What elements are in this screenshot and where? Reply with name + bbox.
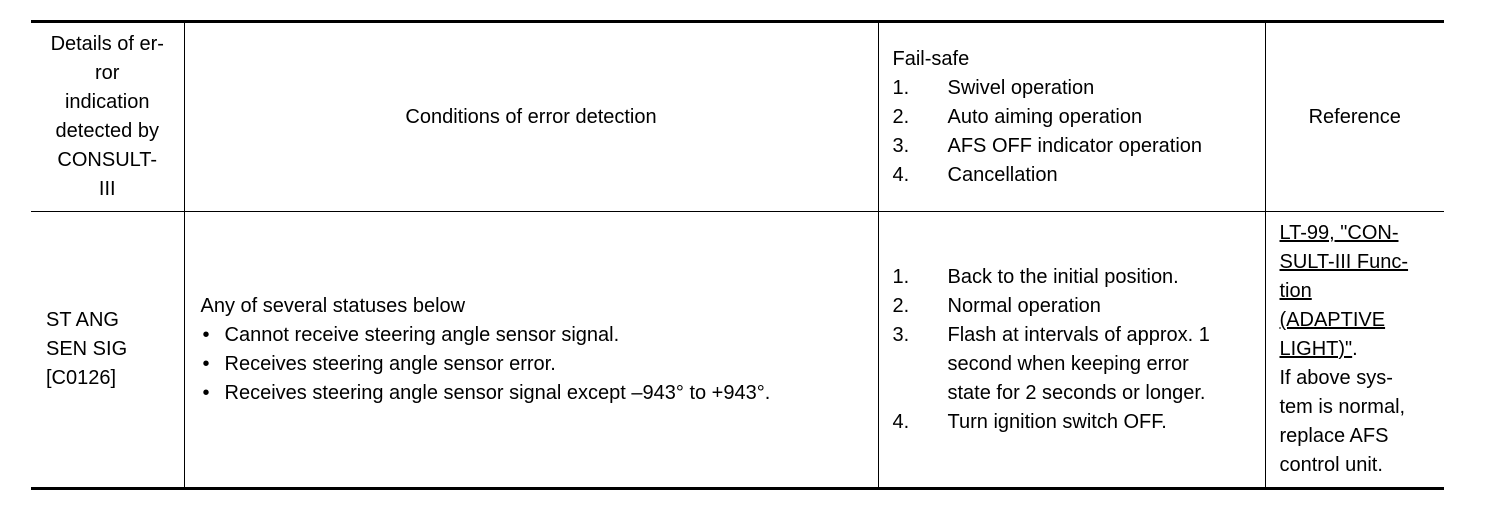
- header-row: [31, 22, 1444, 212]
- header-failsafe-title: Fail-safe: [892, 47, 970, 70]
- reference-period: .: [1352, 338, 1358, 360]
- reference-cell: [1265, 212, 1444, 489]
- header-reference: Reference: [1308, 105, 1401, 128]
- bullet: •: [202, 381, 210, 404]
- list-text: Receives steering angle sensor error.: [224, 352, 556, 375]
- list-item: [893, 161, 1265, 190]
- list-number: 1.: [892, 76, 910, 99]
- error-code: ST ANG SEN SIG [C0126]: [46, 309, 128, 389]
- conditions-intro: Any of several statuses below: [200, 294, 466, 317]
- reference-note: If above sys- tem is normal, replace AFS control unit.: [1279, 367, 1406, 476]
- list-text: Flash at intervals of approx. 1 second when keeping error state for 2 seconds or longer.: [947, 323, 1210, 404]
- list-text: AFS OFF indicator operation: [947, 134, 1203, 157]
- list-number: 4.: [892, 163, 910, 186]
- list-text: Swivel operation: [947, 76, 1095, 99]
- header-conditions: Conditions of error detection: [405, 105, 657, 128]
- list-number: 1.: [892, 265, 910, 288]
- list-text: Normal operation: [947, 294, 1101, 317]
- header-reference-cell: [1265, 22, 1444, 212]
- list-text: Cancellation: [947, 163, 1058, 186]
- list-number: 2.: [892, 294, 910, 317]
- bullet: •: [202, 352, 210, 375]
- list-text: Turn ignition switch OFF.: [947, 410, 1167, 433]
- reference-link[interactable]: LT-99, "CON- SULT-III Func- tion (ADAPTIVE LIGHT)": [1279, 222, 1409, 360]
- header-failsafe-list: [893, 74, 1265, 190]
- failsafe-list: [893, 263, 1265, 437]
- details-cell: [31, 212, 184, 489]
- list-item: [893, 103, 1265, 132]
- header-conditions-cell: [184, 22, 878, 212]
- list-item: [201, 350, 878, 379]
- list-item: [893, 263, 1265, 292]
- reference-block: [1280, 219, 1437, 364]
- list-item: [893, 408, 1265, 437]
- list-item: [201, 321, 878, 350]
- header-details: Details of er- ror indication detected by CONSULT- III: [50, 33, 164, 200]
- header-details-cell: [31, 22, 184, 212]
- list-text: Receives steering angle sensor signal except –943° to +943°.: [224, 381, 771, 404]
- conditions-cell: [184, 212, 878, 489]
- list-text: Cannot receive steering angle sensor signal.: [224, 323, 620, 346]
- failsafe-cell: [878, 212, 1265, 489]
- list-number: 2.: [892, 105, 910, 128]
- bullet: •: [202, 323, 210, 346]
- list-number: 4.: [892, 410, 910, 433]
- list-item: [893, 292, 1265, 321]
- conditions-list: [201, 321, 878, 408]
- list-number: 3.: [892, 323, 910, 346]
- header-failsafe-cell: [878, 22, 1265, 212]
- dtc-table: [31, 20, 1444, 490]
- list-item: [893, 321, 1265, 408]
- list-text: Back to the initial position.: [947, 265, 1179, 288]
- list-item: [201, 379, 878, 408]
- list-item: [893, 74, 1265, 103]
- list-text: Auto aiming operation: [947, 105, 1143, 128]
- list-number: 3.: [892, 134, 910, 157]
- table-row: [31, 212, 1444, 489]
- list-item: [893, 132, 1265, 161]
